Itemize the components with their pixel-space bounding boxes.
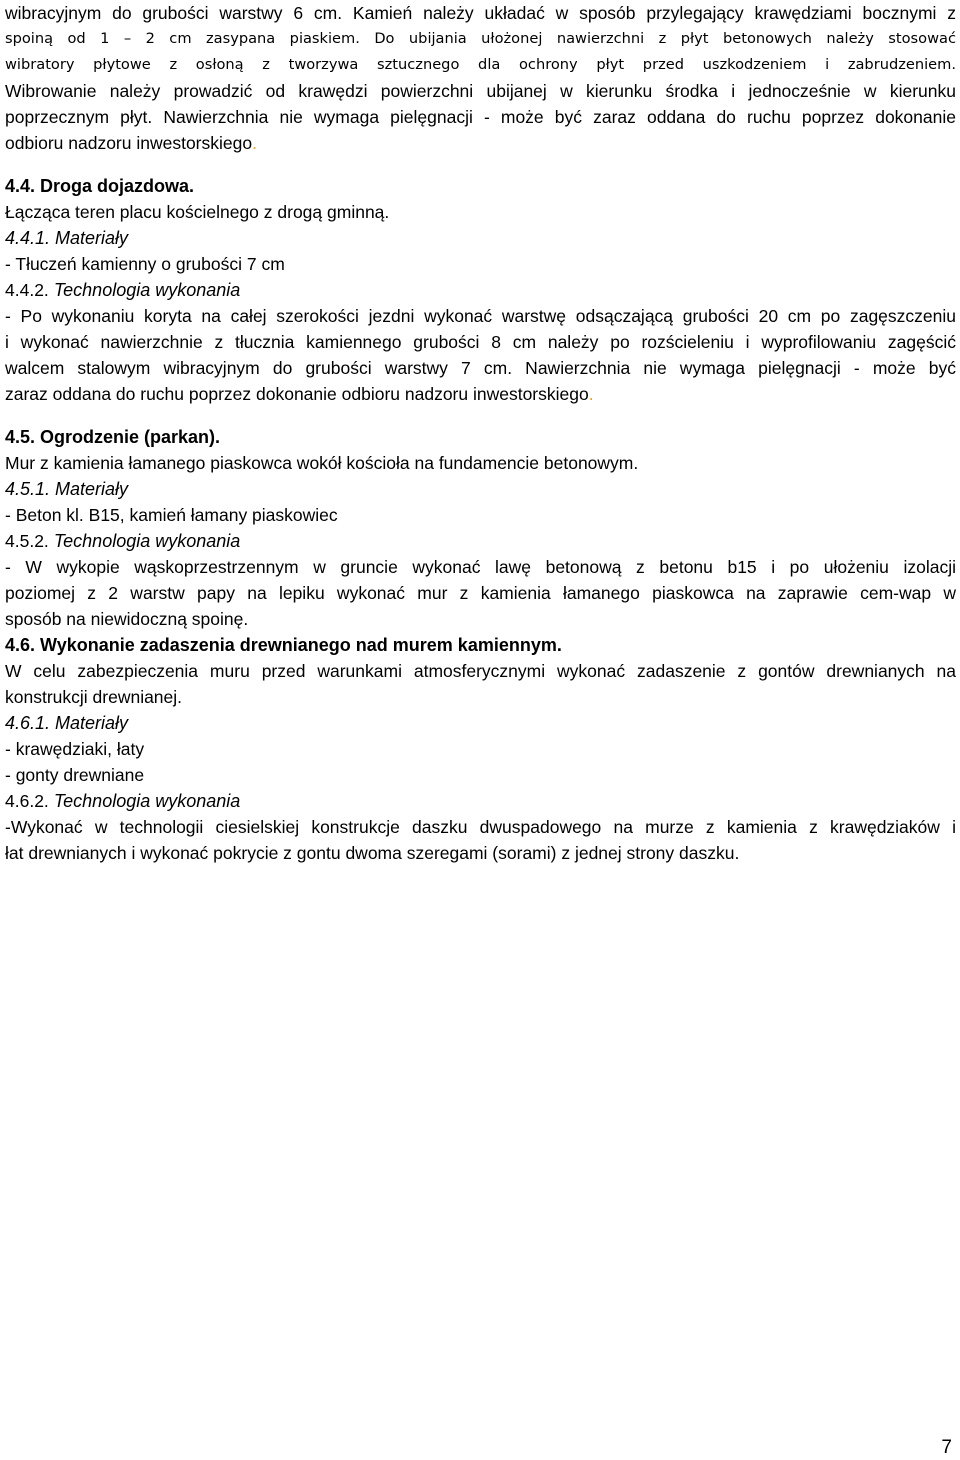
- section-4-6: [5, 632, 956, 866]
- technology-number: 4.5.2.: [5, 531, 49, 551]
- text-line: W celu zabezpieczenia muru przed warunkami atmosferycznymi wykonać zadaszenie z gontów drewnianych na: [5, 661, 956, 681]
- technology-heading: [5, 788, 956, 814]
- technology-title: Technologia wykonania: [53, 531, 241, 551]
- materials-item: - Beton kl. B15, kamień łamany piaskowiec: [5, 505, 338, 525]
- text-fragment: zaraz oddana do ruchu poprzez dokonanie odbioru nadzoru inwestorskiego: [5, 384, 589, 404]
- section-heading: 4.5. Ogrodzenie (parkan).: [5, 427, 221, 447]
- text-fragment: odbioru nadzoru inwestorskiego: [5, 133, 253, 153]
- technology-title: Technologia wykonania: [53, 280, 241, 300]
- materials-item: - krawędziaki, łaty: [5, 739, 145, 759]
- section-heading: 4.4. Droga dojazdowa.: [5, 176, 195, 196]
- materials-heading: 4.6.1. Materiały: [5, 713, 129, 733]
- intro-paragraph: [5, 0, 956, 156]
- spacer: [5, 156, 956, 173]
- materials-item: - gonty drewniane: [5, 765, 145, 785]
- text-line-last: konstrukcji drewnianej.: [5, 687, 183, 707]
- text-line: poziomej z 2 warstw papy na lepiku wykonać mur z kamienia łamanego piaskowca na zaprawie cem-wap w: [5, 583, 956, 603]
- technology-heading: [5, 528, 956, 554]
- section-heading: 4.6. Wykonanie zadaszenia drewnianego nad murem kamiennym.: [5, 635, 562, 655]
- text-line: Wibrowanie należy prowadzić od krawędzi powierzchni ubijanej w kierunku środka i jednocześnie w kierunku: [5, 81, 956, 101]
- text-line-last: [5, 381, 956, 407]
- text-line: - Po wykonaniu koryta na całej szerokości jezdni wykonać warstwę odsączającą grubości 20 cm po zagęszczeniu: [5, 306, 956, 326]
- section-description: Mur z kamienia łamanego piaskowca wokół kościoła na fundamencie betonowym.: [5, 453, 639, 473]
- text-line: -Wykonać w technologii ciesielskiej konstrukcje daszku dwuspadowego na murze z kamienia z krawędziaków i: [5, 817, 956, 837]
- text-line: spoiną od 1 – 2 cm zasypana piaskiem. Do ubijania ułożonej nawierzchni z płyt betonowych należy stosować: [5, 30, 956, 47]
- sentence-tail: .: [588, 384, 594, 404]
- text-line: i wykonać nawierzchnie z tłucznia kamiennego grubości 8 cm należy po rozścieleniu i wyprofilowaniu zagęścić: [5, 332, 956, 352]
- spacer: [5, 407, 956, 424]
- text-line-last: sposób na niewidoczną spoinę.: [5, 609, 249, 629]
- text-line: wibracyjnym do grubości warstwy 6 cm. Kamień należy układać w sposób przylegający krawędziami bocznymi z: [5, 3, 956, 23]
- page-number: 7: [941, 1437, 952, 1458]
- text-line: poprzecznym płyt. Nawierzchnia nie wymaga pielęgnacji - może być zaraz oddana do ruchu poprzez dokonanie: [5, 107, 956, 127]
- technology-number: 4.4.2.: [5, 280, 49, 300]
- sentence-tail: .: [252, 133, 257, 153]
- text-line-last: [5, 130, 956, 156]
- technology-heading: [5, 277, 956, 303]
- materials-heading: 4.4.1. Materiały: [5, 228, 129, 248]
- document-page: [5, 0, 956, 866]
- section-description: Łącząca teren placu kościelnego z drogą gminną.: [5, 202, 390, 222]
- materials-heading: 4.5.1. Materiały: [5, 479, 129, 499]
- text-line: - W wykopie wąskoprzestrzennym w gruncie wykonać lawę betonową z betonu b15 i po ułożeniu izolacji: [5, 557, 956, 577]
- section-4-4: [5, 173, 956, 407]
- materials-item: - Tłuczeń kamienny o grubości 7 cm: [5, 254, 285, 274]
- section-4-5: [5, 424, 956, 632]
- text-line: wibratory płytowe z osłoną z tworzywa sztucznego dla ochrony płyt przed uszkodzeniem i zabrudzeniem.: [5, 56, 956, 73]
- text-line-last: łat drewnianych i wykonać pokrycie z gontu dwoma szeregami (sorami) z jednej strony daszku.: [5, 843, 740, 863]
- text-line: walcem stalowym wibracyjnym do grubości warstwy 7 cm. Nawierzchnia nie wymaga pielęgnacji - może być: [5, 358, 956, 378]
- technology-number: 4.6.2.: [5, 791, 49, 811]
- technology-title: Technologia wykonania: [53, 791, 241, 811]
